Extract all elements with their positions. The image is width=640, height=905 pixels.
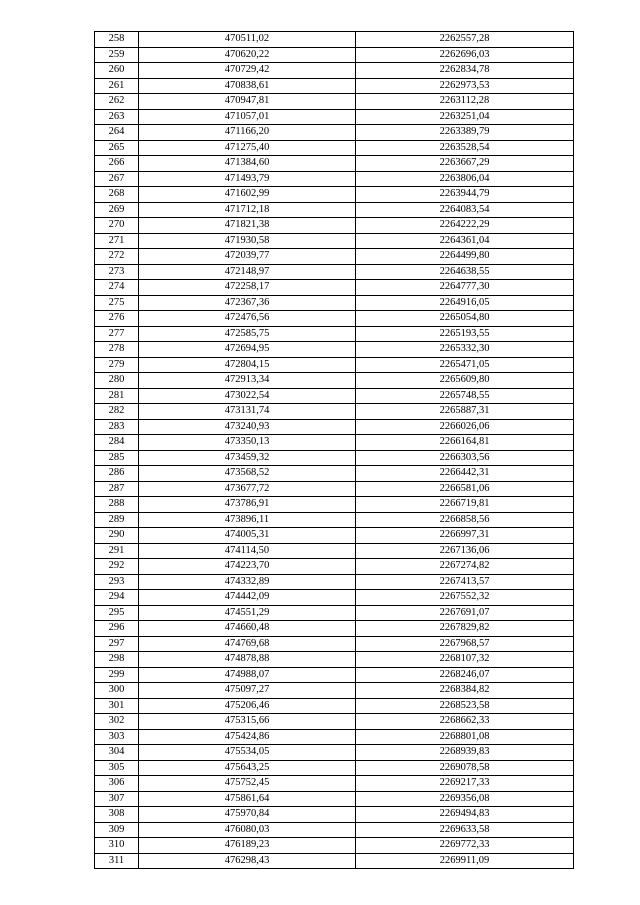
table-row <box>95 233 574 249</box>
point-number-cell: 310 <box>95 838 139 854</box>
point-number-cell: 259 <box>95 47 139 63</box>
y-coordinate-cell: 2264638,55 <box>356 264 574 280</box>
y-coordinate-cell: 2269911,09 <box>356 853 574 869</box>
table-row <box>95 280 574 296</box>
y-coordinate-cell: 2262557,28 <box>356 32 574 48</box>
point-number-cell: 278 <box>95 342 139 358</box>
y-coordinate-cell: 2269217,33 <box>356 776 574 792</box>
table-row <box>95 326 574 342</box>
point-number-cell: 288 <box>95 497 139 513</box>
table-row <box>95 714 574 730</box>
point-number-cell: 260 <box>95 63 139 79</box>
coordinates-table <box>94 31 574 869</box>
x-coordinate-cell: 472258,17 <box>139 280 356 296</box>
x-coordinate-cell: 472913,34 <box>139 373 356 389</box>
y-coordinate-cell: 2264361,04 <box>356 233 574 249</box>
point-number-cell: 284 <box>95 435 139 451</box>
x-coordinate-cell: 473568,52 <box>139 466 356 482</box>
table-row <box>95 264 574 280</box>
x-coordinate-cell: 471821,38 <box>139 218 356 234</box>
y-coordinate-cell: 2264916,05 <box>356 295 574 311</box>
point-number-cell: 298 <box>95 652 139 668</box>
y-coordinate-cell: 2263944,79 <box>356 187 574 203</box>
x-coordinate-cell: 471602,99 <box>139 187 356 203</box>
table-row <box>95 481 574 497</box>
table-row <box>95 590 574 606</box>
table-row <box>95 512 574 528</box>
x-coordinate-cell: 471712,18 <box>139 202 356 218</box>
table-row <box>95 140 574 156</box>
point-number-cell: 309 <box>95 822 139 838</box>
table-row <box>95 466 574 482</box>
y-coordinate-cell: 2266858,56 <box>356 512 574 528</box>
y-coordinate-cell: 2266164,81 <box>356 435 574 451</box>
y-coordinate-cell: 2265609,80 <box>356 373 574 389</box>
point-number-cell: 295 <box>95 605 139 621</box>
y-coordinate-cell: 2266581,06 <box>356 481 574 497</box>
y-coordinate-cell: 2267968,57 <box>356 636 574 652</box>
y-coordinate-cell: 2268662,33 <box>356 714 574 730</box>
y-coordinate-cell: 2263251,04 <box>356 109 574 125</box>
table-row <box>95 559 574 575</box>
x-coordinate-cell: 474223,70 <box>139 559 356 575</box>
table-row <box>95 404 574 420</box>
y-coordinate-cell: 2268939,83 <box>356 745 574 761</box>
x-coordinate-cell: 475970,84 <box>139 807 356 823</box>
point-number-cell: 272 <box>95 249 139 265</box>
point-number-cell: 291 <box>95 543 139 559</box>
y-coordinate-cell: 2264083,54 <box>356 202 574 218</box>
y-coordinate-cell: 2267274,82 <box>356 559 574 575</box>
x-coordinate-cell: 471493,79 <box>139 171 356 187</box>
point-number-cell: 265 <box>95 140 139 156</box>
x-coordinate-cell: 474878,88 <box>139 652 356 668</box>
x-coordinate-cell: 476080,03 <box>139 822 356 838</box>
y-coordinate-cell: 2266997,31 <box>356 528 574 544</box>
y-coordinate-cell: 2263667,29 <box>356 156 574 172</box>
y-coordinate-cell: 2264222,29 <box>356 218 574 234</box>
table-row <box>95 683 574 699</box>
point-number-cell: 297 <box>95 636 139 652</box>
point-number-cell: 267 <box>95 171 139 187</box>
point-number-cell: 273 <box>95 264 139 280</box>
y-coordinate-cell: 2268384,82 <box>356 683 574 699</box>
y-coordinate-cell: 2268523,58 <box>356 698 574 714</box>
y-coordinate-cell: 2263528,54 <box>356 140 574 156</box>
point-number-cell: 268 <box>95 187 139 203</box>
point-number-cell: 306 <box>95 776 139 792</box>
y-coordinate-cell: 2269356,08 <box>356 791 574 807</box>
x-coordinate-cell: 474005,31 <box>139 528 356 544</box>
table-row <box>95 760 574 776</box>
x-coordinate-cell: 474114,50 <box>139 543 356 559</box>
point-number-cell: 307 <box>95 791 139 807</box>
table-row <box>95 109 574 125</box>
x-coordinate-cell: 475206,46 <box>139 698 356 714</box>
y-coordinate-cell: 2264777,30 <box>356 280 574 296</box>
y-coordinate-cell: 2265332,30 <box>356 342 574 358</box>
x-coordinate-cell: 475534,05 <box>139 745 356 761</box>
point-number-cell: 305 <box>95 760 139 776</box>
x-coordinate-cell: 474442,09 <box>139 590 356 606</box>
point-number-cell: 300 <box>95 683 139 699</box>
x-coordinate-cell: 475643,25 <box>139 760 356 776</box>
x-coordinate-cell: 473896,11 <box>139 512 356 528</box>
x-coordinate-cell: 473022,54 <box>139 388 356 404</box>
y-coordinate-cell: 2265471,05 <box>356 357 574 373</box>
point-number-cell: 266 <box>95 156 139 172</box>
x-coordinate-cell: 473459,32 <box>139 450 356 466</box>
point-number-cell: 290 <box>95 528 139 544</box>
point-number-cell: 280 <box>95 373 139 389</box>
point-number-cell: 304 <box>95 745 139 761</box>
x-coordinate-cell: 471057,01 <box>139 109 356 125</box>
y-coordinate-cell: 2267552,32 <box>356 590 574 606</box>
x-coordinate-cell: 475424,86 <box>139 729 356 745</box>
y-coordinate-cell: 2269078,58 <box>356 760 574 776</box>
x-coordinate-cell: 472694,95 <box>139 342 356 358</box>
x-coordinate-cell: 473786,91 <box>139 497 356 513</box>
y-coordinate-cell: 2262834,78 <box>356 63 574 79</box>
table-row <box>95 171 574 187</box>
table-row <box>95 776 574 792</box>
table-row <box>95 543 574 559</box>
table-row <box>95 605 574 621</box>
point-number-cell: 311 <box>95 853 139 869</box>
x-coordinate-cell: 476189,23 <box>139 838 356 854</box>
point-number-cell: 282 <box>95 404 139 420</box>
table-row <box>95 574 574 590</box>
table-row <box>95 667 574 683</box>
table-row <box>95 652 574 668</box>
x-coordinate-cell: 475315,66 <box>139 714 356 730</box>
coordinates-table-body <box>95 32 574 869</box>
y-coordinate-cell: 2265193,55 <box>356 326 574 342</box>
table-row <box>95 218 574 234</box>
point-number-cell: 270 <box>95 218 139 234</box>
y-coordinate-cell: 2267136,06 <box>356 543 574 559</box>
point-number-cell: 294 <box>95 590 139 606</box>
table-row <box>95 621 574 637</box>
point-number-cell: 292 <box>95 559 139 575</box>
table-row <box>95 838 574 854</box>
table-row <box>95 187 574 203</box>
y-coordinate-cell: 2263806,04 <box>356 171 574 187</box>
point-number-cell: 283 <box>95 419 139 435</box>
table-row <box>95 745 574 761</box>
table-row <box>95 357 574 373</box>
x-coordinate-cell: 470838,61 <box>139 78 356 94</box>
x-coordinate-cell: 470620,22 <box>139 47 356 63</box>
table-row <box>95 807 574 823</box>
point-number-cell: 271 <box>95 233 139 249</box>
x-coordinate-cell: 474332,89 <box>139 574 356 590</box>
x-coordinate-cell: 473677,72 <box>139 481 356 497</box>
table-row <box>95 63 574 79</box>
x-coordinate-cell: 471384,60 <box>139 156 356 172</box>
point-number-cell: 301 <box>95 698 139 714</box>
table-row <box>95 497 574 513</box>
table-row <box>95 125 574 141</box>
point-number-cell: 263 <box>95 109 139 125</box>
y-coordinate-cell: 2265054,80 <box>356 311 574 327</box>
point-number-cell: 276 <box>95 311 139 327</box>
point-number-cell: 302 <box>95 714 139 730</box>
table-row <box>95 311 574 327</box>
x-coordinate-cell: 476298,43 <box>139 853 356 869</box>
table-row <box>95 373 574 389</box>
x-coordinate-cell: 473131,74 <box>139 404 356 420</box>
point-number-cell: 258 <box>95 32 139 48</box>
y-coordinate-cell: 2268107,32 <box>356 652 574 668</box>
point-number-cell: 279 <box>95 357 139 373</box>
table-row <box>95 698 574 714</box>
y-coordinate-cell: 2267413,57 <box>356 574 574 590</box>
x-coordinate-cell: 472804,15 <box>139 357 356 373</box>
x-coordinate-cell: 472148,97 <box>139 264 356 280</box>
point-number-cell: 303 <box>95 729 139 745</box>
y-coordinate-cell: 2262973,53 <box>356 78 574 94</box>
point-number-cell: 299 <box>95 667 139 683</box>
y-coordinate-cell: 2267691,07 <box>356 605 574 621</box>
y-coordinate-cell: 2268801,08 <box>356 729 574 745</box>
x-coordinate-cell: 473350,13 <box>139 435 356 451</box>
y-coordinate-cell: 2267829,82 <box>356 621 574 637</box>
point-number-cell: 289 <box>95 512 139 528</box>
point-number-cell: 264 <box>95 125 139 141</box>
x-coordinate-cell: 471930,58 <box>139 233 356 249</box>
point-number-cell: 275 <box>95 295 139 311</box>
table-row <box>95 419 574 435</box>
point-number-cell: 262 <box>95 94 139 110</box>
y-coordinate-cell: 2263112,28 <box>356 94 574 110</box>
x-coordinate-cell: 472476,56 <box>139 311 356 327</box>
y-coordinate-cell: 2268246,07 <box>356 667 574 683</box>
table-row <box>95 450 574 466</box>
x-coordinate-cell: 471166,20 <box>139 125 356 141</box>
point-number-cell: 287 <box>95 481 139 497</box>
table-row <box>95 78 574 94</box>
table-row <box>95 342 574 358</box>
y-coordinate-cell: 2264499,80 <box>356 249 574 265</box>
table-row <box>95 32 574 48</box>
table-row <box>95 249 574 265</box>
y-coordinate-cell: 2266026,06 <box>356 419 574 435</box>
table-row <box>95 636 574 652</box>
table-row <box>95 388 574 404</box>
x-coordinate-cell: 474551,29 <box>139 605 356 621</box>
y-coordinate-cell: 2269494,83 <box>356 807 574 823</box>
x-coordinate-cell: 472367,36 <box>139 295 356 311</box>
y-coordinate-cell: 2263389,79 <box>356 125 574 141</box>
table-row <box>95 729 574 745</box>
x-coordinate-cell: 474660,48 <box>139 621 356 637</box>
table-row <box>95 47 574 63</box>
y-coordinate-cell: 2262696,03 <box>356 47 574 63</box>
x-coordinate-cell: 471275,40 <box>139 140 356 156</box>
point-number-cell: 274 <box>95 280 139 296</box>
table-row <box>95 791 574 807</box>
x-coordinate-cell: 470947,81 <box>139 94 356 110</box>
x-coordinate-cell: 470729,42 <box>139 63 356 79</box>
y-coordinate-cell: 2265887,31 <box>356 404 574 420</box>
point-number-cell: 285 <box>95 450 139 466</box>
point-number-cell: 293 <box>95 574 139 590</box>
point-number-cell: 296 <box>95 621 139 637</box>
table-row <box>95 94 574 110</box>
x-coordinate-cell: 473240,93 <box>139 419 356 435</box>
point-number-cell: 277 <box>95 326 139 342</box>
x-coordinate-cell: 474988,07 <box>139 667 356 683</box>
y-coordinate-cell: 2269633,58 <box>356 822 574 838</box>
y-coordinate-cell: 2266303,56 <box>356 450 574 466</box>
x-coordinate-cell: 475097,27 <box>139 683 356 699</box>
y-coordinate-cell: 2265748,55 <box>356 388 574 404</box>
y-coordinate-cell: 2269772,33 <box>356 838 574 854</box>
x-coordinate-cell: 470511,02 <box>139 32 356 48</box>
y-coordinate-cell: 2266719,81 <box>356 497 574 513</box>
table-row <box>95 202 574 218</box>
table-row <box>95 853 574 869</box>
x-coordinate-cell: 475752,45 <box>139 776 356 792</box>
point-number-cell: 286 <box>95 466 139 482</box>
y-coordinate-cell: 2266442,31 <box>356 466 574 482</box>
x-coordinate-cell: 472039,77 <box>139 249 356 265</box>
table-row <box>95 435 574 451</box>
x-coordinate-cell: 472585,75 <box>139 326 356 342</box>
x-coordinate-cell: 475861,64 <box>139 791 356 807</box>
table-row <box>95 528 574 544</box>
table-row <box>95 295 574 311</box>
x-coordinate-cell: 474769,68 <box>139 636 356 652</box>
table-row <box>95 822 574 838</box>
table-row <box>95 156 574 172</box>
point-number-cell: 281 <box>95 388 139 404</box>
point-number-cell: 308 <box>95 807 139 823</box>
point-number-cell: 261 <box>95 78 139 94</box>
point-number-cell: 269 <box>95 202 139 218</box>
